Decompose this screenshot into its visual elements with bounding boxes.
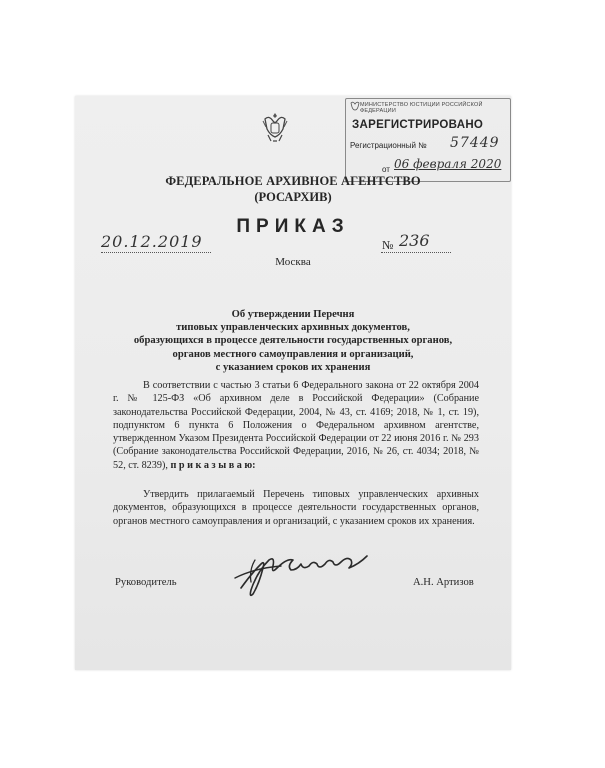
stamp-handwritten-date: 06 февраля 2020	[394, 157, 502, 171]
title-line: с указанием сроков их хранения	[215, 361, 371, 373]
city-label: Москва	[275, 256, 311, 268]
stamp-ministry-text: МИНИСТЕРСТВО ЮСТИЦИИ РОССИЙСКОЙ ФЕДЕРАЦИИ	[360, 102, 483, 114]
handwritten-signature	[233, 548, 409, 600]
document-page	[75, 96, 511, 670]
handwritten-order-number: 236	[399, 231, 430, 250]
title-line: типовых управленческих архивных документов,	[176, 322, 410, 334]
title-line: образующихся в процессе деятельности государственных органов,	[133, 335, 453, 347]
registration-stamp	[345, 98, 511, 182]
title-line: органов местного самоуправления и организаций,	[172, 348, 414, 360]
title-line: Об утверждении Перечня	[231, 309, 355, 320]
order-paragraph: Утвердить прилагаемый Перечень типовых управленческих архивных документов, образующихся в процессе деятельности государственных органов, органов местного самоуправления и организаций, с указанием сроков их хранения.	[113, 489, 479, 527]
signatory-title: Руководитель	[115, 577, 177, 588]
stamp-emblem-icon	[350, 100, 360, 111]
order-command: п р и к а з ы в а ю:	[170, 459, 256, 471]
document-type-heading: ПРИКАЗ	[236, 216, 350, 237]
preamble-paragraph	[113, 379, 479, 472]
stamp-date-label: от	[382, 165, 390, 174]
number-sign: №	[382, 238, 394, 252]
signatory-name: А.Н. Артизов	[413, 577, 474, 588]
stamp-registration-number: 57449	[450, 135, 500, 151]
number-underline	[381, 252, 451, 253]
stamp-registration-label: Регистрационный №	[350, 141, 427, 150]
coat-of-arms-icon	[260, 111, 290, 147]
agency-name: ФЕДЕРАЛЬНОЕ АРХИВНОЕ АГЕНТСТВО	[165, 174, 421, 188]
handwritten-order-date: 20.12.2019	[101, 232, 203, 251]
date-underline	[101, 252, 211, 253]
order-title	[105, 308, 481, 374]
preamble-text: В соответствии с частью 3 статьи 6 Федерального закона от 22 октября 2004 г. № 125-ФЗ «Об архивном деле в Российской Федерации» (Собрание законодательства Российской Федерации, 2004, № 43, ст. 4169; 2018, № 1, ст. 19), подпунктом 6 пункта 6 Положения о Федеральном архивном агентстве, утвержденном Указом Президента Российской Федерации от 22 июня 2016 г. № 293 (Собрание законодательства Российской Федерации, 2016, № 26, ст. 4034; 2018, № 52, ст. 8239),	[113, 380, 479, 471]
agency-abbreviation: (РОСАРХИВ)	[254, 190, 332, 204]
stamp-title: ЗАРЕГИСТРИРОВАНО	[352, 119, 484, 131]
